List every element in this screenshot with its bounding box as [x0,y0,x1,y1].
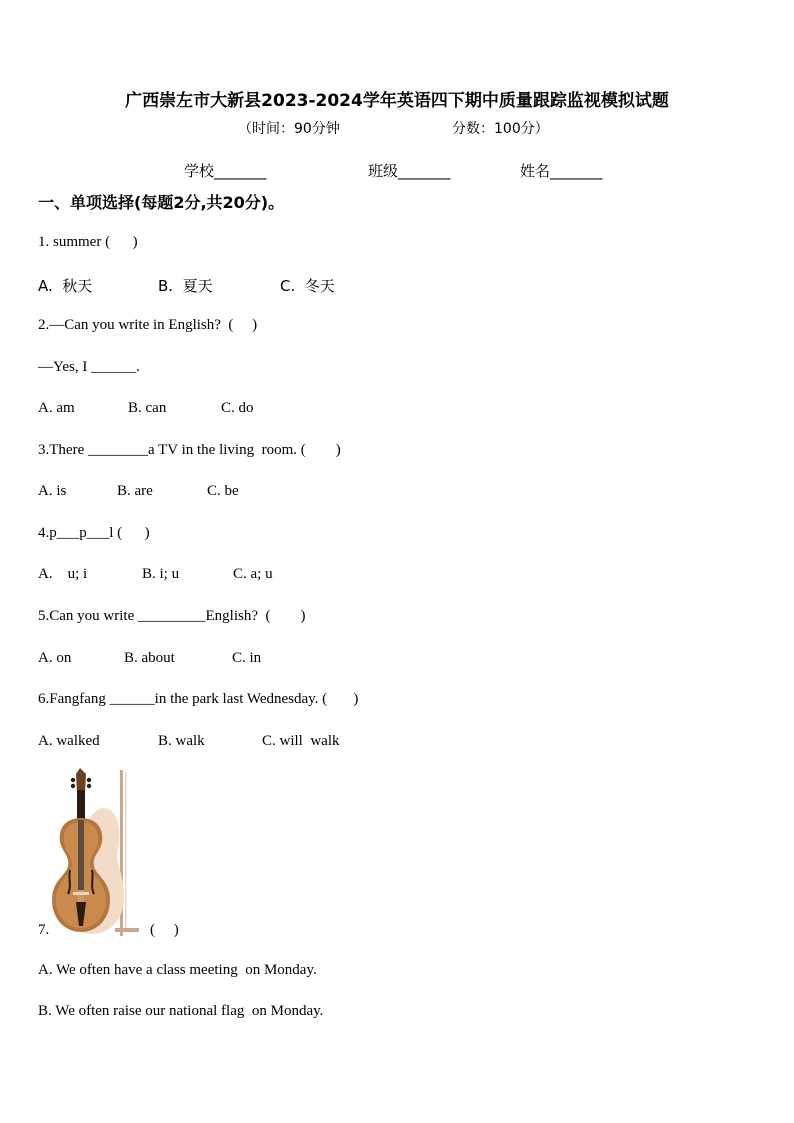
class-field: 班级_______ [368,162,451,180]
question-5-option-c: C. in [232,650,262,666]
question-3-option-a: A. is [38,483,67,499]
question-2-option-b: B. can [128,400,167,416]
question-2-option-a: A. am [38,400,75,416]
question-7-option-b: B. We often raise our national flag on Monday. [38,1003,324,1019]
question-1-option-b: B. 夏天 [158,277,213,295]
bow-hair [125,772,127,932]
question-5-option-a: A. on [38,650,72,666]
question-5-stem: 5.Can you write _________English? ( ) [38,608,306,624]
violin-picture [52,768,144,938]
violin-peg [71,784,75,788]
question-2-stem: 2.—Can you write in English? ( ) [38,317,258,333]
question-4-option-b: B. i; u [142,566,180,582]
question-7-option-a: A. We often have a class meeting on Monday. [38,962,317,978]
question-2-answer-line: —Yes, I ______. [38,359,140,375]
question-1-option-a: A. 秋天 [38,277,93,295]
question-6-option-c: C. will walk [262,733,340,749]
question-6-stem: 6.Fangfang ______in the park last Wednesday. ( ) [38,691,359,707]
question-1-option-c: C. 冬天 [280,277,335,295]
violin-peg [87,778,91,782]
exam-score: 分数：100分） [452,121,549,137]
question-3-option-c: C. be [207,483,239,499]
violin-peg [71,778,75,782]
exam-time: （时间：90分钟 [238,121,340,137]
question-4-option-a: A. u; i [38,566,88,582]
question-5-option-b: B. about [124,650,175,666]
question-3-stem: 3.There ________a TV in the living room. ( ) [38,442,341,458]
violin-scroll [76,768,86,792]
section-heading: 一、单项选择(每题2分,共20分)。 [38,193,285,212]
question-4-stem: 4.p___p___l ( ) [38,525,150,541]
question-4-option-c: C. a; u [233,566,273,582]
bow-frog [115,928,139,932]
question-6-option-b: B. walk [158,733,205,749]
question-6-option-a: A. walked [38,733,100,749]
question-3-option-b: B. are [117,483,153,499]
question-7-bracket: ( ) [150,922,179,938]
question-7-number: 7. [38,922,50,938]
school-field: 学校_______ [184,162,267,180]
violin-neck [77,790,85,820]
violin-peg [87,784,91,788]
question-1-stem: 1. summer ( ) [38,234,138,250]
page-title: 广西崇左市大新县2023-2024学年英语四下期中质量跟踪监视模拟试题 [125,91,669,111]
question-2-option-c: C. do [221,400,254,416]
name-field: 姓名_______ [520,162,603,180]
